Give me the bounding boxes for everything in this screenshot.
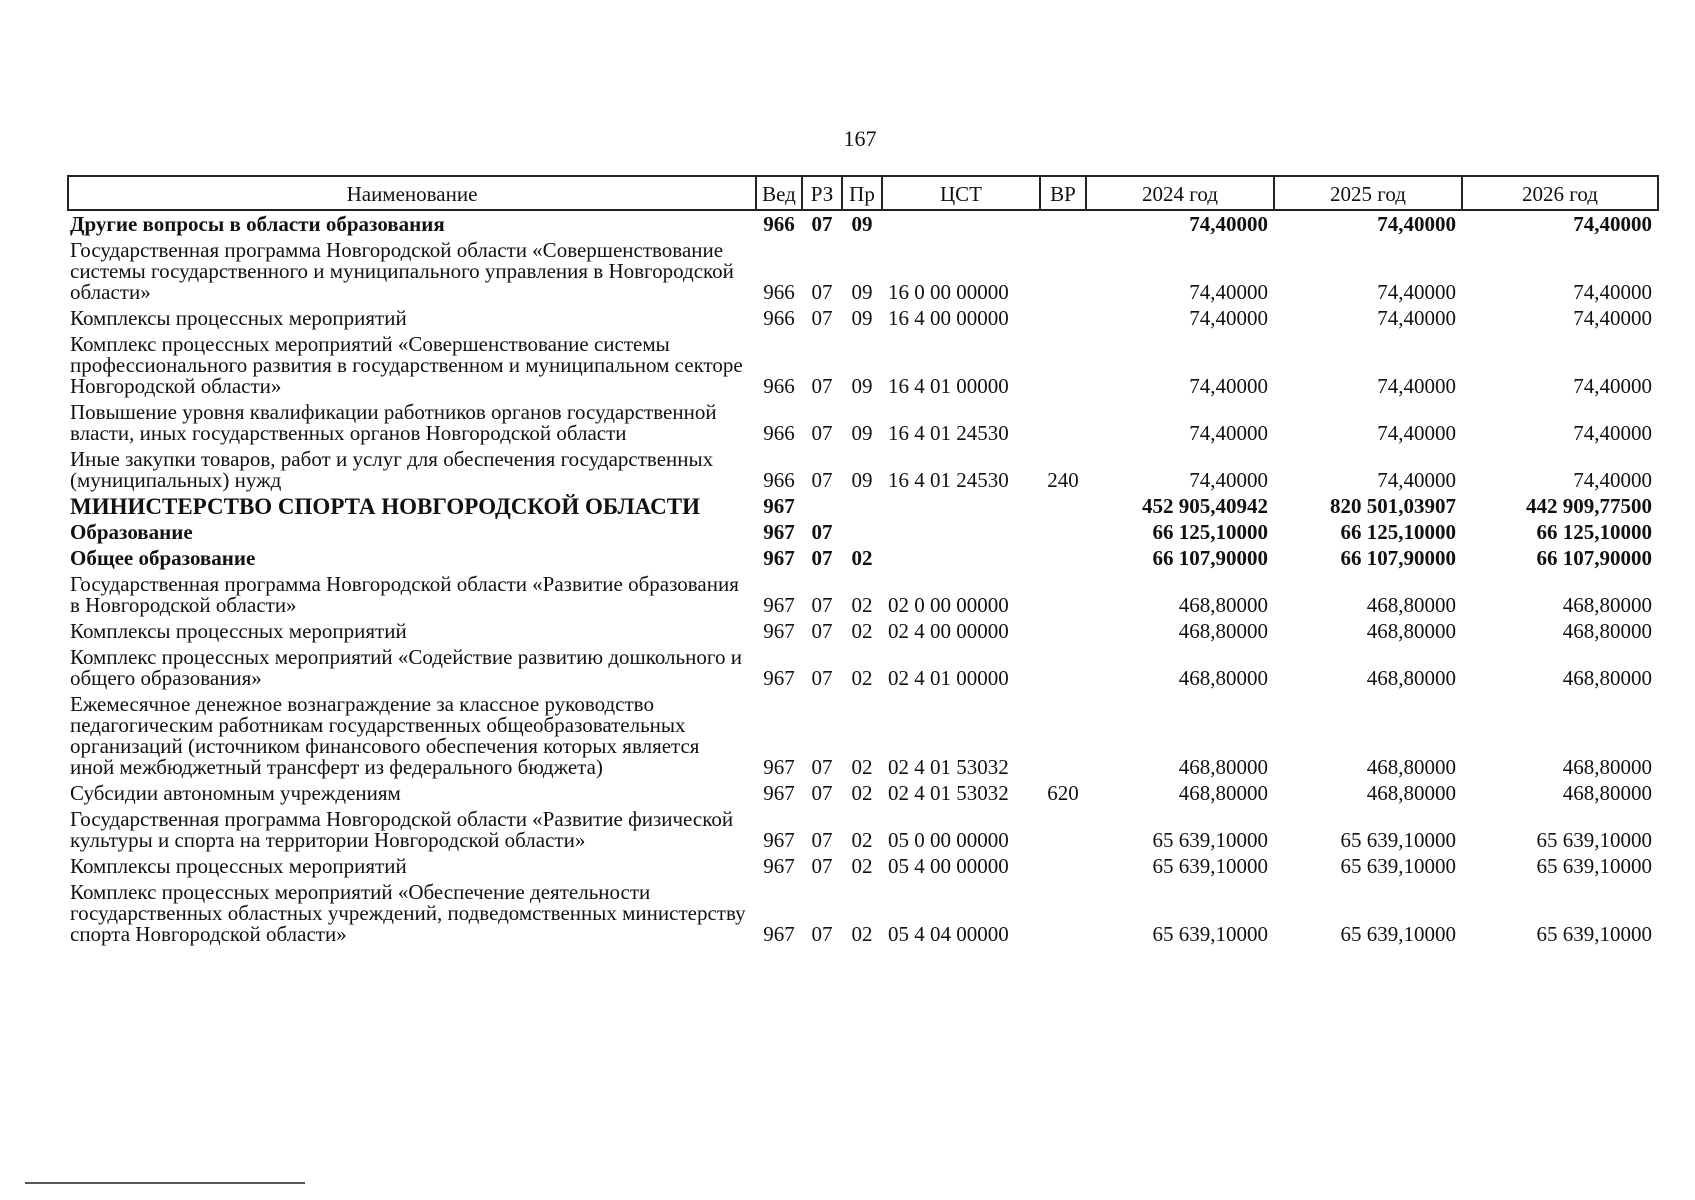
row-vr: [1040, 545, 1086, 571]
row-amount-2025: 74,40000: [1377, 280, 1456, 304]
row-pr: 09: [851, 306, 873, 330]
row-rz: 07: [811, 755, 833, 779]
table-row: [68, 305, 1658, 331]
table-row: [68, 446, 1658, 493]
row-amount-2024: 468,80000: [1178, 781, 1268, 805]
row-amount-2025: 66 107,90000: [1340, 546, 1456, 570]
row-amount-2025: 74,40000: [1377, 468, 1456, 492]
row-ved: 966: [763, 212, 795, 236]
row-rz: 07: [811, 306, 833, 330]
row-rz: 07: [811, 468, 833, 492]
row-amount-2025: 66 125,10000: [1340, 520, 1456, 544]
row-cst: 05 4 04 00000: [888, 922, 1009, 946]
row-amount-2026: 468,80000: [1562, 755, 1652, 779]
row-vr: [1040, 210, 1086, 237]
row-pr: 02: [851, 854, 873, 878]
row-amount-2026: 468,80000: [1562, 619, 1652, 643]
row-pr: 02: [851, 781, 873, 805]
row-vr: [1040, 644, 1086, 691]
row-ved: 967: [763, 546, 795, 570]
row-amount-2024: 65 639,10000: [1152, 828, 1268, 852]
row-pr: 02: [851, 828, 873, 852]
row-vr: [1040, 879, 1086, 947]
row-amount-2024: 66 125,10000: [1152, 520, 1268, 544]
table-row: [68, 519, 1658, 545]
row-amount-2025: 65 639,10000: [1340, 854, 1456, 878]
row-name: Государственная программа Новгородской области «Развитие образования в Новгородской области»: [70, 572, 739, 617]
header-name: Наименование: [68, 176, 756, 210]
table-row: [68, 545, 1658, 571]
row-vr: [1040, 618, 1086, 644]
row-amount-2026: 65 639,10000: [1536, 854, 1652, 878]
header-vr: ВР: [1040, 176, 1086, 210]
row-ved: 966: [763, 468, 795, 492]
table-row: [68, 618, 1658, 644]
row-cst: [882, 545, 1040, 571]
row-rz: 07: [811, 212, 833, 236]
row-ved: 967: [763, 520, 795, 544]
row-pr: 09: [851, 212, 873, 236]
row-pr: [842, 519, 882, 545]
row-rz: 07: [811, 619, 833, 643]
row-rz: [802, 493, 842, 519]
row-cst: [882, 210, 1040, 237]
row-ved: 967: [763, 494, 795, 518]
row-amount-2026: 66 107,90000: [1536, 546, 1652, 570]
row-vr: [1040, 571, 1086, 618]
row-name: Комплекс процессных мероприятий «Совершенствование системы профессионального развития в государственном и муниципальном секторе Новгородской области»: [70, 332, 743, 398]
table-row: [68, 644, 1658, 691]
row-pr: 02: [851, 922, 873, 946]
row-ved: 967: [763, 922, 795, 946]
row-rz: 07: [811, 374, 833, 398]
row-amount-2025: 468,80000: [1366, 781, 1456, 805]
row-cst: 16 4 01 24530: [888, 421, 1009, 445]
header-cst: ЦСТ: [882, 176, 1040, 210]
row-amount-2026: 74,40000: [1573, 306, 1652, 330]
row-name: Образование: [70, 520, 193, 544]
row-amount-2025: 468,80000: [1366, 619, 1456, 643]
row-name: Ежемесячное денежное вознаграждение за классное руководство педагогическим работникам государственных общеобразовательных организаций (источником финансового обеспечения которых является иной межбюджетный трансферт из федерального бюджета): [70, 692, 700, 779]
row-name: Комплексы процессных мероприятий: [70, 854, 407, 878]
row-rz: 07: [811, 781, 833, 805]
row-amount-2024: 74,40000: [1189, 374, 1268, 398]
row-amount-2024: 452 905,40942: [1142, 494, 1268, 518]
row-pr: 09: [851, 421, 873, 445]
row-name: Комплексы процессных мероприятий: [70, 619, 407, 643]
row-amount-2025: 820 501,03907: [1330, 494, 1456, 518]
table-row: [68, 853, 1658, 879]
row-amount-2026: 74,40000: [1573, 280, 1652, 304]
row-amount-2024: 65 639,10000: [1152, 854, 1268, 878]
row-name: Комплекс процессных мероприятий «Обеспечение деятельности государственных областных учреждений, подведомственных министерству спорта Новгородской области»: [70, 880, 746, 946]
row-amount-2026: 74,40000: [1573, 468, 1652, 492]
row-amount-2024: 74,40000: [1189, 280, 1268, 304]
header-ved: Вед: [756, 176, 802, 210]
row-name: Субсидии автономным учреждениям: [70, 781, 401, 805]
row-pr: 02: [851, 546, 873, 570]
row-amount-2024: 468,80000: [1178, 619, 1268, 643]
page-number: 167: [843, 126, 877, 151]
row-name: Повышение уровня квалификации работников органов государственной власти, иных государственных органов Новгородской области: [70, 400, 717, 445]
row-amount-2025: 65 639,10000: [1340, 828, 1456, 852]
header-pr: Пр: [842, 176, 882, 210]
row-ved: 966: [763, 280, 795, 304]
row-name: Комплексы процессных мероприятий: [70, 306, 407, 330]
row-name: Общее образование: [70, 546, 256, 570]
row-name: Иные закупки товаров, работ и услуг для обеспечения государственных (муниципальных) нужд: [70, 447, 714, 492]
row-amount-2025: 65 639,10000: [1340, 922, 1456, 946]
table-row: [68, 331, 1658, 399]
row-rz: 07: [811, 280, 833, 304]
row-ved: 966: [763, 306, 795, 330]
row-amount-2024: 468,80000: [1178, 666, 1268, 690]
row-name: Государственная программа Новгородской области «Совершенствование системы государственного и муниципального управления в Новгородской области»: [70, 238, 734, 304]
row-amount-2026: 65 639,10000: [1536, 922, 1652, 946]
row-rz: 07: [811, 854, 833, 878]
row-cst: 16 0 00 00000: [888, 280, 1009, 304]
row-rz: 07: [811, 421, 833, 445]
table-row: [68, 780, 1658, 806]
row-amount-2026: 74,40000: [1573, 374, 1652, 398]
row-amount-2025: 468,80000: [1366, 755, 1456, 779]
row-ved: 967: [763, 828, 795, 852]
row-ved: 966: [763, 421, 795, 445]
row-amount-2025: 74,40000: [1377, 421, 1456, 445]
row-cst: [882, 519, 1040, 545]
row-cst: 02 0 00 00000: [888, 593, 1009, 617]
row-ved: 967: [763, 854, 795, 878]
row-vr: [1040, 853, 1086, 879]
row-pr: 02: [851, 666, 873, 690]
row-ved: 967: [763, 781, 795, 805]
row-pr: 02: [851, 619, 873, 643]
row-rz: 07: [811, 828, 833, 852]
row-pr: 09: [851, 280, 873, 304]
table-row: [68, 691, 1658, 780]
row-ved: 967: [763, 755, 795, 779]
row-amount-2025: 468,80000: [1366, 593, 1456, 617]
header-2026: 2026 год: [1462, 176, 1658, 210]
row-amount-2024: 74,40000: [1189, 212, 1268, 236]
row-cst: 02 4 00 00000: [888, 619, 1009, 643]
row-amount-2026: 442 909,77500: [1526, 494, 1652, 518]
table-row: [68, 237, 1658, 305]
row-pr: [842, 493, 882, 519]
row-amount-2024: 74,40000: [1189, 421, 1268, 445]
row-cst: 16 4 01 24530: [888, 468, 1009, 492]
row-pr: 09: [851, 374, 873, 398]
row-cst: 05 0 00 00000: [888, 828, 1009, 852]
row-cst: 02 4 01 00000: [888, 666, 1009, 690]
row-vr: [1040, 305, 1086, 331]
row-amount-2025: 74,40000: [1377, 212, 1456, 236]
row-amount-2024: 65 639,10000: [1152, 922, 1268, 946]
footer-rule: [25, 1182, 305, 1184]
row-amount-2024: 468,80000: [1178, 755, 1268, 779]
header-2025: 2025 год: [1274, 176, 1462, 210]
row-amount-2024: 468,80000: [1178, 593, 1268, 617]
row-pr: 02: [851, 593, 873, 617]
row-rz: 07: [811, 546, 833, 570]
row-amount-2026: 468,80000: [1562, 666, 1652, 690]
row-amount-2025: 468,80000: [1366, 666, 1456, 690]
row-ved: 967: [763, 619, 795, 643]
row-vr: 240: [1047, 468, 1079, 492]
row-rz: 07: [811, 666, 833, 690]
table-row: [68, 571, 1658, 618]
row-pr: 09: [851, 468, 873, 492]
row-amount-2026: 65 639,10000: [1536, 828, 1652, 852]
row-vr: [1040, 691, 1086, 780]
row-amount-2025: 74,40000: [1377, 306, 1456, 330]
row-name: Другие вопросы в области образования: [70, 212, 445, 236]
row-cst: 16 4 00 00000: [888, 306, 1009, 330]
row-amount-2026: 74,40000: [1573, 421, 1652, 445]
row-vr: [1040, 493, 1086, 519]
row-amount-2024: 66 107,90000: [1152, 546, 1268, 570]
row-cst: [882, 493, 1040, 519]
row-ved: 967: [763, 666, 795, 690]
row-ved: 967: [763, 593, 795, 617]
row-cst: 02 4 01 53032: [888, 781, 1009, 805]
row-amount-2026: 74,40000: [1573, 212, 1652, 236]
row-amount-2026: 66 125,10000: [1536, 520, 1652, 544]
row-cst: 02 4 01 53032: [888, 755, 1009, 779]
table-header-row: [68, 176, 1658, 210]
row-pr: 02: [851, 755, 873, 779]
row-vr: [1040, 331, 1086, 399]
row-name: МИНИСТЕРСТВО СПОРТА НОВГОРОДСКОЙ ОБЛАСТИ: [70, 494, 700, 519]
row-rz: 07: [811, 922, 833, 946]
row-cst: 05 4 00 00000: [888, 854, 1009, 878]
row-name: Государственная программа Новгородской области «Развитие физической культуры и спорта на территории Новгородской области»: [70, 807, 734, 852]
table-row: [68, 879, 1658, 947]
row-vr: [1040, 519, 1086, 545]
table-row: [68, 493, 1658, 519]
header-2024: 2024 год: [1086, 176, 1274, 210]
row-vr: [1040, 237, 1086, 305]
row-amount-2024: 74,40000: [1189, 468, 1268, 492]
row-amount-2026: 468,80000: [1562, 593, 1652, 617]
table-row: [68, 399, 1658, 446]
row-amount-2025: 74,40000: [1377, 374, 1456, 398]
row-cst: 16 4 01 00000: [888, 374, 1009, 398]
row-rz: 07: [811, 520, 833, 544]
row-name: Комплекс процессных мероприятий «Содействие развитию дошкольного и общего образования»: [70, 645, 742, 690]
row-amount-2026: 468,80000: [1562, 781, 1652, 805]
row-rz: 07: [811, 593, 833, 617]
row-vr: [1040, 806, 1086, 853]
row-amount-2024: 74,40000: [1189, 306, 1268, 330]
row-ved: 966: [763, 374, 795, 398]
row-vr: 620: [1047, 781, 1079, 805]
row-vr: [1040, 399, 1086, 446]
table-row: [68, 210, 1658, 237]
budget-table: [67, 175, 1659, 947]
table-row: [68, 806, 1658, 853]
header-rz: РЗ: [802, 176, 842, 210]
